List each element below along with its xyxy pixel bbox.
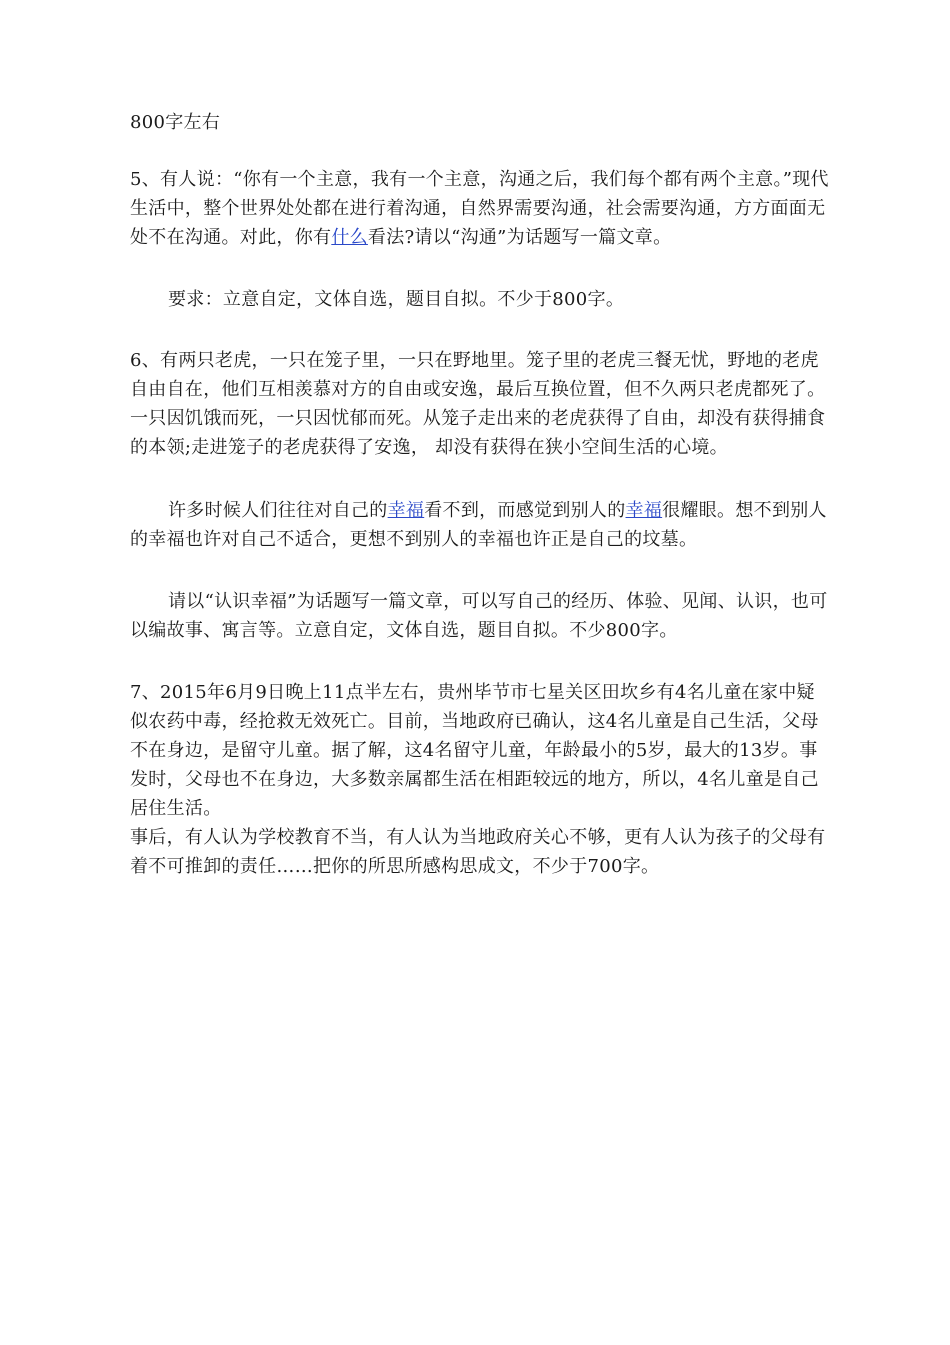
intro-text: 800字左右 <box>130 112 221 133</box>
link-xingfu-2[interactable]: 幸福 <box>625 500 663 521</box>
question-6-instruction: 请以“认识幸福”为话题写一篇文章，可以写自己的经历、体验、见闻、认识，也可以编故事、寓言等。立意自定，文体自选，题目自拟。不少800字。 <box>130 591 828 641</box>
question-6-p2-text-c: 很耀眼。想不到别人的幸福也许对自己不适合，更想不到别人的幸福也许正是自己的坟墓。 <box>130 500 827 550</box>
question-6-story: 6、有两只老虎，一只在笼子里，一只在野地里。笼子里的老虎三餐无忧，野地的老虎自由自在，他们互相羡慕对方的自由或安逸，最后互换位置，但不久两只老虎都死了。一只因饥饿而死，一只因忧郁而死。从笼子走出来的老虎获得了自由，却没有获得捕食的本领;走进笼子的老虎获得了安逸， 却没有获得在狭小空间生活的心境。 <box>130 350 826 458</box>
question-5-prompt <box>130 165 830 252</box>
question-7-instruction: 事后，有人认为学校教育不当，有人认为当地政府关心不够，更有人认为孩子的父母有着不可推卸的责任……把你的所思所感构思成文，不少于700字。 <box>130 827 826 877</box>
question-7-story: 7、2015年6月9日晚上11点半左右，贵州毕节市七星关区田坎乡有4名儿童在家中疑似农药中毒，经抢救无效死亡。目前，当地政府已确认，这4名儿童是自己生活，父母不在身边，是留守儿童。据了解，这4名留守儿童，年龄最小的5岁，最大的13岁。事发时，父母也不在身边，大多数亲属都生活在相距较远的地方，所以，4名儿童是自己居住生活。 <box>130 682 819 819</box>
question-6-p2-text-b: 看不到，而感觉到别人的 <box>424 500 626 521</box>
question-5-text-b: 看法?请以“沟通”为话题写一篇文章。 <box>367 227 672 248</box>
question-6-p2-text-a: 许多时候人们往往对自己的 <box>168 500 388 521</box>
question-5-text-a: 5、有人说：“你有一个主意，我有一个主意，沟通之后，我们每个都有两个主意。”现代生活中，整个世界处处都在进行着沟通，自然界需要沟通，社会需要沟通，方方面面无处不在沟通。对此，你有 <box>130 169 829 248</box>
question-5-requirement: 要求：立意自定，文体自选，题目自拟。不少于800字。 <box>168 289 625 310</box>
link-shenme[interactable]: 什么 <box>331 227 368 248</box>
question-6-paragraph-2 <box>130 496 830 554</box>
link-xingfu-1[interactable]: 幸福 <box>387 500 425 521</box>
